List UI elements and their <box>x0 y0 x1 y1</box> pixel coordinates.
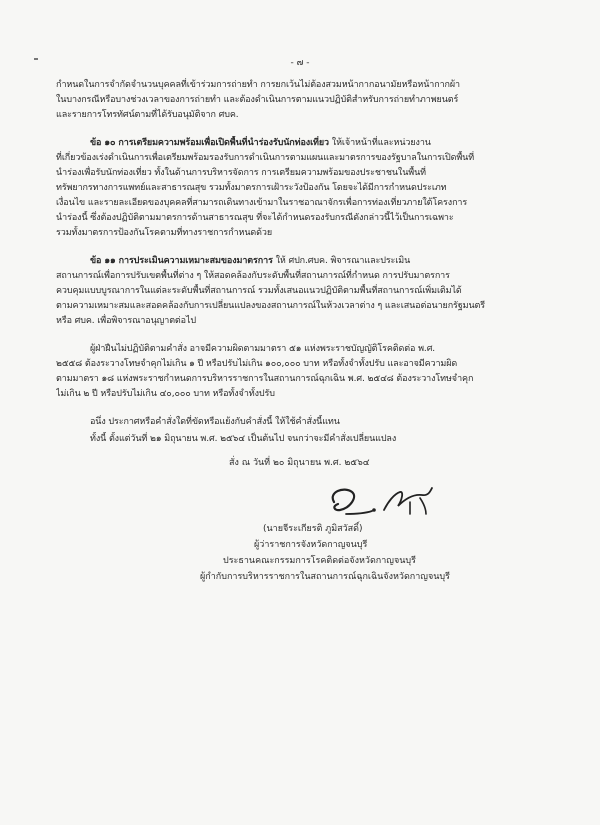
paragraph-clause-11 <box>56 254 544 329</box>
paragraph-filming <box>56 78 544 123</box>
text-line: ทั้งนี้ ตั้งแต่วันที่ ๒๑ มิถุนายน พ.ศ. ๒๕๖๔ เป็นต้นไป จนกว่าจะมีคำสั่งเปลี่ยนแปลง <box>90 434 397 444</box>
text-line: ตามความเหมาะสมและสอดคล้องกับการเปลี่ยนแปลงของสถานการณ์ในห้วงเวลาต่าง ๆ และเสนอต่อนายกรัฐมนตรี <box>56 301 486 311</box>
paragraph-effective-date <box>56 432 544 447</box>
text-line: อนึ่ง ประกาศหรือคำสั่งใดที่ขัดหรือแย้งกับคำสั่งนี้ ให้ใช้คำสั่งนี้แทน <box>90 417 340 427</box>
text-line: นำร่องนี้ ซึ่งต้องปฏิบัติตามมาตรการด้านสาธารณสุข ที่จะได้กำหนดรองรับกรณีดังกล่าวนี้ไว้เป็นการเฉพาะ <box>56 213 454 223</box>
signer-title: ผู้ว่าราชการจังหวัดกาญจนบุรี <box>254 540 368 550</box>
text-line <box>56 136 544 151</box>
page-number: - ๗ - <box>290 58 310 68</box>
clause-11-heading: ข้อ ๑๑ การประเมินความเหมาะสมของมาตรการ <box>90 256 273 266</box>
handwritten-signature <box>322 480 442 520</box>
text-line: ผู้ฝ่าฝืนไม่ปฏิบัติตามคำสั่ง อาจมีความผิดตามมาตรา ๕๑ แห่งพระราชบัญญัติโรคติดต่อ พ.ศ. <box>90 344 436 354</box>
text-line: ทรัพยากรทางการแพทย์และสาธารณสุข รวมทั้งมาตรการเฝ้าระวังป้องกัน โดยจะได้มีการกำหนดประเภท <box>56 183 447 193</box>
text-line: หรือ ศบค. เพื่อพิจารณาอนุญาตต่อไป <box>56 316 197 326</box>
paragraph-override <box>56 415 544 430</box>
signer-name: (นายจีระเกียรติ ภูมิสวัสดิ์) <box>263 524 363 534</box>
text-line: ที่เกี่ยวข้องเร่งดำเนินการเพื่อเตรียมพร้อมรองรับการดำเนินการตามแผนและมาตรการของรัฐบาลในการเปิดพื้นที่ <box>56 153 475 163</box>
text-line: และรายการโทรทัศน์ตามที่ได้รับอนุมัติจาก ศบค. <box>56 110 239 120</box>
clause-10-intro: ให้เจ้าหน้าที่และหน่วยงาน <box>329 138 431 148</box>
text-line: กำหนดในการจำกัดจำนวนบุคคลที่เข้าร่วมการถ่ายทำ การยกเว้นไม่ต้องสวมหน้ากากอนามัยหรือหน้ากากผ้า <box>56 80 461 90</box>
text-line: สถานการณ์เพื่อการปรับเขตพื้นที่ต่าง ๆ ให้สอดคล้องกับระดับพื้นที่สถานการณ์ที่กำหนด การปรับมาตรการ <box>56 271 450 281</box>
text-line: รวมทั้งมาตรการป้องกันโรคตามที่ทางราชการกำหนดด้วย <box>56 228 273 238</box>
text-line: เงื่อนไข และรายละเอียดของบุคคลที่สามารถเดินทางเข้ามาในราชอาณาจักรเพื่อการท่องเที่ยวภายใต้โครงการ <box>56 198 468 208</box>
text-line <box>56 254 544 269</box>
signer-title: ผู้กำกับการบริหารราชการในสถานการณ์ฉุกเฉินจังหวัดกาญจนบุรี <box>200 572 450 582</box>
paragraph-clause-10 <box>56 136 544 241</box>
signer-title: ประธานคณะกรรมการโรคติดต่อจังหวัดกาญจนบุรี <box>223 556 416 566</box>
order-date: สั่ง ณ วันที่ ๒๐ มิถุนายน พ.ศ. ๒๕๖๔ <box>229 458 370 468</box>
text-line: ตามมาตรา ๑๘ แห่งพระราชกำหนดการบริหารราชการในสถานการณ์ฉุกเฉิน พ.ศ. ๒๕๔๘ ต้องระวางโทษจำคุก <box>56 374 474 384</box>
text-line: ไม่เกิน ๒ ปี หรือปรับไม่เกิน ๔๐,๐๐๐ บาท หรือทั้งจำทั้งปรับ <box>56 389 275 399</box>
text-line: ควบคุมแบบบูรณาการในแต่ละระดับพื้นที่สถานการณ์ รวมทั้งเสนอแนวปฏิบัติตามพื้นที่สถานการณ์เพิ่มเติมได้ <box>56 286 462 296</box>
text-line: นำร่องเพื่อรับนักท่องเที่ยว ทั้งในด้านการบริหารจัดการ การเตรียมความพร้อมของประชาชนในพื้นที่ <box>56 168 426 178</box>
paragraph-penalty <box>56 342 544 402</box>
clause-11-intro: ให้ ศปก.ศบค. พิจารณาและประเมิน <box>272 256 411 266</box>
clause-10-heading: ข้อ ๑๐ การเตรียมความพร้อมเพื่อเปิดพื้นที่นำร่องรับนักท่องเที่ยว <box>90 138 330 148</box>
document-body <box>56 78 544 460</box>
text-line: ในบางกรณีหรือบางช่วงเวลาของการถ่ายทำ และต้องดำเนินการตามแนวปฏิบัติสำหรับการถ่ายทำภาพยนตร์ <box>56 95 459 105</box>
text-line: ๒๕๕๘ ต้องระวางโทษจำคุกไม่เกิน ๑ ปี หรือปรับไม่เกิน ๑๐๐,๐๐๐ บาท หรือทั้งจำทั้งปรับ และอาจมีความผิด <box>56 359 458 369</box>
